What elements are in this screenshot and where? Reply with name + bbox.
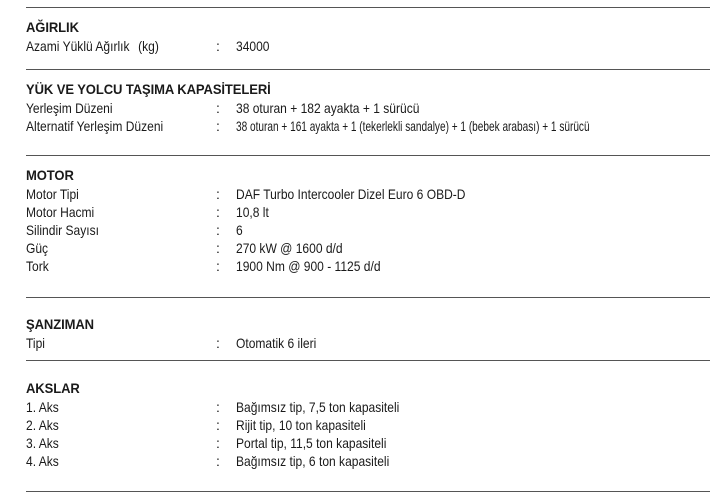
divider [26,7,710,8]
spec-label: Yerleşim Düzeni [26,100,113,116]
spec-separator: : [216,100,220,116]
spec-row [26,416,710,434]
spec-label: Güç [26,240,49,256]
section-title: YÜK VE YOLCU TAŞIMA KAPASİTELERİ [26,81,271,97]
spec-row [26,334,710,352]
spec-value: 10,8 lt [236,204,269,220]
spec-value: Portal tip, 11,5 ton kapasiteli [236,435,387,451]
spec-label [26,37,159,55]
spec-separator: : [216,204,220,220]
spec-row [26,185,710,203]
spec-label: 2. Aks [26,417,59,433]
divider [26,360,710,361]
spec-value: 38 oturan + 182 ayakta + 1 sürücü [236,100,420,116]
spec-separator: : [216,186,220,202]
spec-row [26,117,710,135]
spec-label-text: Azami Yüklü Ağırlık [26,38,130,54]
spec-unit: (kg) [138,38,159,54]
section-akslar [26,380,710,470]
spec-row [26,398,710,416]
spec-label: Alternatif Yerleşim Düzeni [26,118,164,134]
divider [26,491,710,492]
spec-label: Tork [26,258,49,274]
spec-label: 1. Aks [26,399,59,415]
spec-value: 270 kW @ 1600 d/d [236,240,343,256]
spec-value: Bağımsız tip, 6 ton kapasiteli [236,453,390,469]
spec-row [26,221,710,239]
spec-row [26,37,710,55]
spec-separator: : [216,335,220,351]
spec-label: 4. Aks [26,453,59,469]
spec-value: 34000 [236,38,270,54]
spec-label: Motor Tipi [26,186,79,202]
spec-separator: : [216,240,220,256]
spec-value: 38 oturan + 161 ayakta + 1 (tekerlekli sandalye) + 1 (bebek arabası) + 1 sürücü [236,118,590,134]
spec-row [26,99,710,117]
spec-row [26,434,710,452]
section-title: AKSLAR [26,380,80,396]
spec-separator: : [216,258,220,274]
spec-row [26,452,710,470]
spec-value: 1900 Nm @ 900 - 1125 d/d [236,258,381,274]
spec-label: 3. Aks [26,435,59,451]
divider [26,155,710,156]
section-kapasite [26,81,710,135]
section-title: AĞIRLIK [26,19,79,35]
divider [26,297,710,298]
section-agirlik [26,19,710,55]
spec-row [26,257,710,275]
spec-separator: : [216,118,220,134]
spec-row [26,239,710,257]
section-title: ŞANZIMAN [26,316,94,332]
divider [26,69,710,70]
section-motor [26,167,710,275]
spec-value: Bağımsız tip, 7,5 ton kapasiteli [236,399,400,415]
spec-value: Rijit tip, 10 ton kapasiteli [236,417,366,433]
section-sanziman [26,316,710,352]
spec-value: 6 [236,222,243,238]
spec-label: Silindir Sayısı [26,222,99,238]
section-title: MOTOR [26,167,74,183]
spec-separator: : [216,435,220,451]
spec-value: DAF Turbo Intercooler Dizel Euro 6 OBD-D [236,186,466,202]
spec-value: Otomatik 6 ileri [236,335,317,351]
spec-separator: : [216,417,220,433]
spec-label: Motor Hacmi [26,204,95,220]
spec-label: Tipi [26,335,45,351]
spec-separator: : [216,399,220,415]
spec-separator: : [216,38,220,54]
spec-separator: : [216,453,220,469]
spec-separator: : [216,222,220,238]
spec-row [26,203,710,221]
